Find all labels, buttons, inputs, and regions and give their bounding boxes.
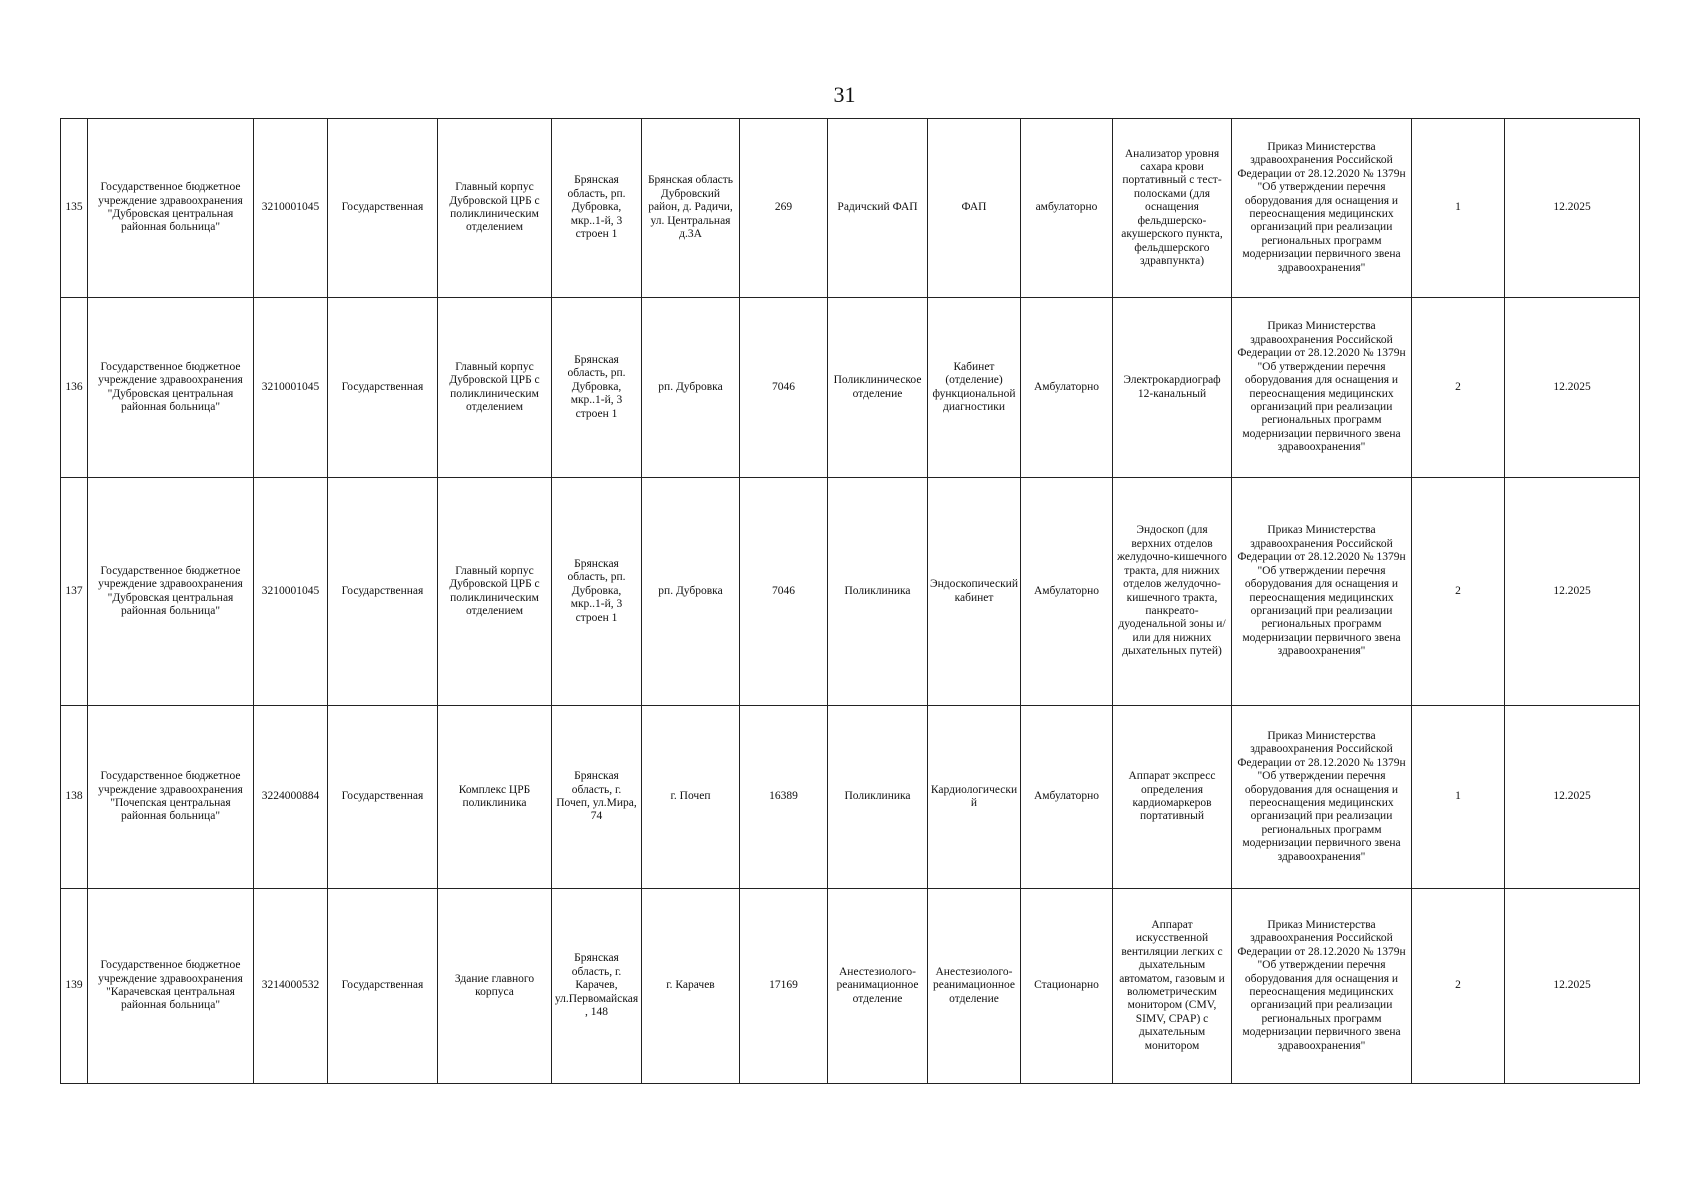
row-number: 137 (61, 478, 88, 706)
subdivision: Эндоскопический кабинет (928, 478, 1021, 706)
institution-name: Государственное бюджетное учреждение здравоохранения "Дубровская центральная районная больница" (88, 478, 254, 706)
equipment-name: Анализатор уровня сахара крови портативный с тест-полосками (для оснащения фельдшерско-акушерского пункта, фельдшерского здравпункта) (1113, 119, 1232, 298)
building-name: Комплекс ЦРБ поликлиника (438, 706, 552, 889)
ownership-form: Государственная (328, 706, 438, 889)
equipment-name: Электрокардиограф 12-канальный (1113, 298, 1232, 478)
row-number: 139 (61, 889, 88, 1084)
care-conditions: Амбулаторно (1021, 298, 1113, 478)
legal-basis: Приказ Министерства здравоохранения Российской Федерации от 28.12.2020 № 1379н "Об утверждении перечня оборудования для оснащения и переоснащения медицинских организаций при реализации региональных программ модернизации первичного звена здравоохранения" (1232, 478, 1412, 706)
building-address: Брянская область, рп. Дубровка, мкр..1-й, 3 строен 1 (552, 119, 642, 298)
ownership-form: Государственная (328, 119, 438, 298)
population: 269 (740, 119, 828, 298)
equipment-name: Эндоскоп (для верхних отделов желудочно-кишечного тракта, для нижних отделов желудочно-кишечного тракта, панкреато-дуоденальной зоны и/или для нижних дыхательных путей) (1113, 478, 1232, 706)
structural-unit: Поликлиника (828, 478, 928, 706)
quantity: 2 (1412, 298, 1505, 478)
quantity: 2 (1412, 478, 1505, 706)
structural-unit: Поликлиника (828, 706, 928, 889)
settlement: г. Карачев (642, 889, 740, 1084)
building-address: Брянская область, рп. Дубровка, мкр..1-й, 3 строен 1 (552, 298, 642, 478)
quantity: 1 (1412, 119, 1505, 298)
settlement: г. Почеп (642, 706, 740, 889)
building-name: Здание главного корпуса (438, 889, 552, 1084)
equipment-table (60, 118, 1640, 1084)
equipment-name: Аппарат искусственной вентиляции легких с дыхательным автоматом, газовым и волюметрическим монитором (CMV, SIMV, CPAP) с дыхательным монитором (1113, 889, 1232, 1084)
legal-basis: Приказ Министерства здравоохранения Российской Федерации от 28.12.2020 № 1379н "Об утверждении перечня оборудования для оснащения и переоснащения медицинских организаций при реализации региональных программ модернизации первичного звена здравоохранения" (1232, 889, 1412, 1084)
building-address: Брянская область, рп. Дубровка, мкр..1-й, 3 строен 1 (552, 478, 642, 706)
quantity: 2 (1412, 889, 1505, 1084)
table-row (61, 119, 1640, 298)
settlement: Брянская область Дубровский район, д. Радичи, ул. Центральная д.3А (642, 119, 740, 298)
delivery-date: 12.2025 (1505, 298, 1640, 478)
equipment-name: Аппарат экспресс определения кардиомаркеров портативный (1113, 706, 1232, 889)
quantity: 1 (1412, 706, 1505, 889)
legal-basis: Приказ Министерства здравоохранения Российской Федерации от 28.12.2020 № 1379н "Об утверждении перечня оборудования для оснащения и переоснащения медицинских организаций при реализации региональных программ модернизации первичного звена здравоохранения" (1232, 119, 1412, 298)
care-conditions: амбулаторно (1021, 119, 1113, 298)
table-row (61, 298, 1640, 478)
delivery-date: 12.2025 (1505, 119, 1640, 298)
subdivision: Анестезиолого-реанимационное отделение (928, 889, 1021, 1084)
delivery-date: 12.2025 (1505, 478, 1640, 706)
inn-code: 3210001045 (254, 119, 328, 298)
institution-name: Государственное бюджетное учреждение здравоохранения "Дубровская центральная районная больница" (88, 298, 254, 478)
structural-unit: Радичский ФАП (828, 119, 928, 298)
settlement: рп. Дубровка (642, 478, 740, 706)
ownership-form: Государственная (328, 889, 438, 1084)
table-row (61, 889, 1640, 1084)
care-conditions: Стационарно (1021, 889, 1113, 1084)
building-name: Главный корпус Дубровской ЦРБ с поликлиническим отделением (438, 478, 552, 706)
population: 7046 (740, 478, 828, 706)
building-name: Главный корпус Дубровской ЦРБ с поликлиническим отделением (438, 298, 552, 478)
building-name: Главный корпус Дубровской ЦРБ с поликлиническим отделением (438, 119, 552, 298)
inn-code: 3224000884 (254, 706, 328, 889)
inn-code: 3210001045 (254, 478, 328, 706)
institution-name: Государственное бюджетное учреждение здравоохранения "Дубровская центральная районная больница" (88, 119, 254, 298)
settlement: рп. Дубровка (642, 298, 740, 478)
building-address: Брянская область, г. Карачев, ул.Первомайская, 148 (552, 889, 642, 1084)
structural-unit: Анестезиолого-реанимационное отделение (828, 889, 928, 1084)
population: 17169 (740, 889, 828, 1084)
structural-unit: Поликлиническое отделение (828, 298, 928, 478)
building-address: Брянская область, г. Почеп, ул.Мира, 74 (552, 706, 642, 889)
population: 16389 (740, 706, 828, 889)
institution-name: Государственное бюджетное учреждение здравоохранения "Карачевская центральная районная больница" (88, 889, 254, 1084)
row-number: 136 (61, 298, 88, 478)
care-conditions: Амбулаторно (1021, 706, 1113, 889)
legal-basis: Приказ Министерства здравоохранения Российской Федерации от 28.12.2020 № 1379н "Об утверждении перечня оборудования для оснащения и переоснащения медицинских организаций при реализации региональных программ модернизации первичного звена здравоохранения" (1232, 298, 1412, 478)
ownership-form: Государственная (328, 298, 438, 478)
subdivision: Кабинет (отделение) функциональной диагностики (928, 298, 1021, 478)
row-number: 138 (61, 706, 88, 889)
institution-name: Государственное бюджетное учреждение здравоохранения "Почепская центральная районная больница" (88, 706, 254, 889)
table-row (61, 478, 1640, 706)
legal-basis: Приказ Министерства здравоохранения Российской Федерации от 28.12.2020 № 1379н "Об утверждении перечня оборудования для оснащения и переоснащения медицинских организаций при реализации региональных программ модернизации первичного звена здравоохранения" (1232, 706, 1412, 889)
inn-code: 3210001045 (254, 298, 328, 478)
ownership-form: Государственная (328, 478, 438, 706)
page-number: 31 (833, 82, 856, 107)
subdivision: ФАП (928, 119, 1021, 298)
table-row (61, 706, 1640, 889)
delivery-date: 12.2025 (1505, 889, 1640, 1084)
care-conditions: Амбулаторно (1021, 478, 1113, 706)
row-number: 135 (61, 119, 88, 298)
subdivision: Кардиологический (928, 706, 1021, 889)
inn-code: 3214000532 (254, 889, 328, 1084)
delivery-date: 12.2025 (1505, 706, 1640, 889)
population: 7046 (740, 298, 828, 478)
